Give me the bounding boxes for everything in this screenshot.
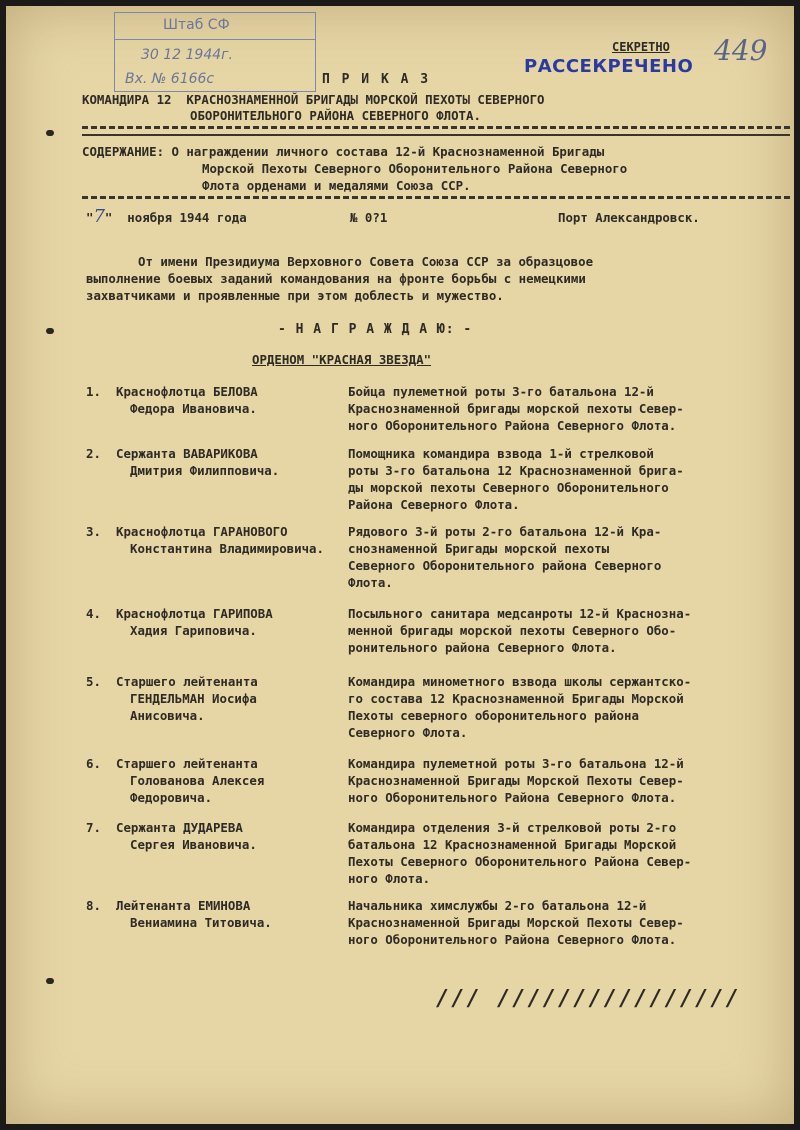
awardee-description: Начальника химслужбы 2-го батальона 12-й xyxy=(348,898,647,913)
header-line-2: ОБОРОНИТЕЛЬНОГО РАЙОНА СЕВЕРНОГО ФЛОТА. xyxy=(190,108,481,123)
awardee-number: 3. xyxy=(86,524,101,539)
awardee-number: 6. xyxy=(86,756,101,771)
punch-hole xyxy=(46,978,54,984)
awardee-name-cont: Анисовича. xyxy=(130,708,205,723)
awardee-description: Краснознаменной Бригады Морской Пехоты Север- xyxy=(348,915,684,930)
order-date: "7" ноября 1944 года xyxy=(86,206,247,227)
punch-hole xyxy=(46,130,54,136)
awardee-name-cont: Голованова Алексея xyxy=(130,773,265,788)
content-line-1: СОДЕРЖАНИЕ: О награждении личного состава 12-й Краснознаменной Бригады xyxy=(82,144,605,159)
awardee-description: Командира отделения 3-й стрелковой роты 2-го xyxy=(348,820,677,835)
awardee-description: ного Оборонительного Района Северного Флота. xyxy=(348,790,677,805)
header-rule-1 xyxy=(82,126,790,129)
awardee-name-cont: Хадия Гариповича. xyxy=(130,623,257,638)
awardee-name: Старшего лейтенанта xyxy=(116,674,258,689)
awardee-name-cont: ГЕНДЕЛЬМАН Иосифа xyxy=(130,691,257,706)
content-line-2: Морской Пехоты Северного Оборонительного Района Северного xyxy=(202,161,628,176)
awardee-name-cont: Сергея Ивановича. xyxy=(130,837,257,852)
awardee-description: Посыльного санитара медсанроты 12-й Краснозна- xyxy=(348,606,692,621)
awardee-name: Краснофлотца БЕЛОВА xyxy=(116,384,258,399)
awardee-description: Района Северного Флота. xyxy=(348,497,520,512)
awardee-number: 5. xyxy=(86,674,101,689)
awardee-name-cont: Дмитрия Филипповича. xyxy=(130,463,280,478)
stamp-line-1: Штаб СФ xyxy=(163,17,230,33)
awardee-name-cont: Вениамина Титовича. xyxy=(130,915,272,930)
awardee-description: роты 3-го батальона 12 Краснознаменной брига- xyxy=(348,463,684,478)
awardee-name: Лейтенанта ЕМИНОВА xyxy=(116,898,251,913)
order-day: 7 xyxy=(93,206,105,227)
closing-slash-mark: /// //////////////// xyxy=(436,986,741,1011)
awardee-description: Пехоты северного оборонительного района xyxy=(348,708,639,723)
awardee-description: ды морской пехоты Северного Оборонительного xyxy=(348,480,669,495)
awardee-description: Северного Оборонительного района Северного xyxy=(348,558,662,573)
awardee-description: снознаменной Бригады морской пехоты xyxy=(348,541,610,556)
awardee-description: Помощника командира взвода 1-й стрелковой xyxy=(348,446,654,461)
registration-stamp xyxy=(114,12,316,92)
awardee-name-cont: Федора Ивановича. xyxy=(130,401,257,416)
secret-mark: СЕКРЕТНО xyxy=(612,40,670,54)
awardee-description: ного Оборонительного Района Северного Флота. xyxy=(348,418,677,433)
awardee-number: 1. xyxy=(86,384,101,399)
header-line-1: КОМАНДИРА 12 КРАСНОЗНАМЕННОЙ БРИГАДЫ МОРСКОЙ ПЕХОТЫ СЕВЕРНОГО xyxy=(82,92,545,107)
awardee-number: 4. xyxy=(86,606,101,621)
preamble-line-3: захватчиками и проявленные при этом доблесть и мужество. xyxy=(86,288,504,303)
order-title: П Р И К А З xyxy=(322,72,431,87)
awardee-description: ного Флота. xyxy=(348,871,431,886)
stamp-line-3: Вх. № 6166с xyxy=(125,71,215,87)
sheet-number: 449 xyxy=(714,34,768,67)
awardee-description: ного Оборонительного Района Северного Флота. xyxy=(348,932,677,947)
award-heading: - Н А Г Р А Ж Д А Ю: - xyxy=(278,322,473,337)
order-place: Порт Александровск. xyxy=(558,210,700,225)
awardee-description: Рядового 3-й роты 2-го батальона 12-й Кра- xyxy=(348,524,662,539)
awardee-number: 7. xyxy=(86,820,101,835)
preamble-line-1: От имени Президиума Верховного Совета Союза ССР за образцовое xyxy=(138,254,594,269)
declassified-stamp: РАССЕКРЕЧЕНО xyxy=(524,56,694,77)
awardee-description: Флота. xyxy=(348,575,393,590)
preamble-line-2: выполнение боевых заданий командования на фронте борьбы с немецкими xyxy=(86,271,586,286)
awardee-description: батальона 12 Краснознаменной Бригады Морской xyxy=(348,837,677,852)
order-heading: ОРДЕНОМ "КРАСНАЯ ЗВЕЗДА" xyxy=(252,352,432,367)
awardee-number: 2. xyxy=(86,446,101,461)
awardee-name: Сержанта ВАВАРИКОВА xyxy=(116,446,258,461)
awardee-number: 8. xyxy=(86,898,101,913)
awardee-description: Пехоты Северного Оборонительного Района Север- xyxy=(348,854,692,869)
awardee-description: Командира минометного взвода школы сержантско- xyxy=(348,674,692,689)
awardee-name-cont: Федоровича. xyxy=(130,790,213,805)
order-date-rest: ноября 1944 года xyxy=(112,210,247,225)
header-rule-2 xyxy=(82,134,790,136)
awardee-description: Бойца пулеметной роты 3-го батальона 12-й xyxy=(348,384,654,399)
awardee-description: менной бригады морской пехоты Северного Обо- xyxy=(348,623,677,638)
content-rule-1 xyxy=(82,196,790,199)
stamp-line-2: 30 12 1944г. xyxy=(141,47,233,63)
awardee-name: Краснофлотца ГАРИПОВА xyxy=(116,606,273,621)
awardee-description: ронительного района Северного Флота. xyxy=(348,640,617,655)
awardee-description: Командира пулеметной роты 3-го батальона 12-й xyxy=(348,756,684,771)
punch-hole xyxy=(46,328,54,334)
document-page xyxy=(6,6,794,1124)
awardee-description: Краснознаменной Бригады Морской Пехоты Север- xyxy=(348,773,684,788)
awardee-name: Старшего лейтенанта xyxy=(116,756,258,771)
awardee-name: Сержанта ДУДАРЕВА xyxy=(116,820,243,835)
awardee-description: Северного Флота. xyxy=(348,725,468,740)
awardee-name-cont: Константина Владимировича. xyxy=(130,541,324,556)
awardee-description: го состава 12 Краснознаменной Бригады Морской xyxy=(348,691,684,706)
awardee-description: Краснознаменной бригады морской пехоты Север- xyxy=(348,401,684,416)
awardee-name: Краснофлотца ГАРАНОВОГО xyxy=(116,524,288,539)
content-line-3: Флота орденами и медалями Союза ССР. xyxy=(202,178,471,193)
order-number: № 0?1 xyxy=(350,210,388,225)
